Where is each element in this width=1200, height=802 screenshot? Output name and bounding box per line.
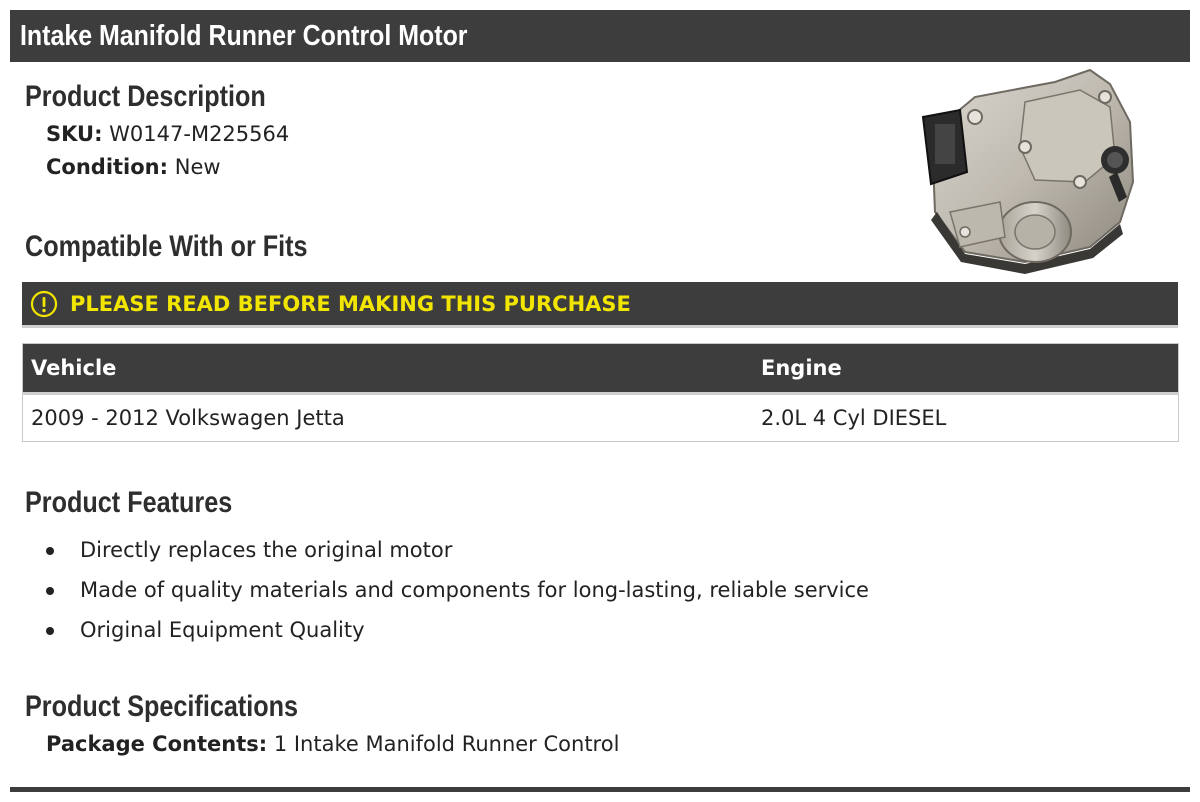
vehicle-cell: 2009 - 2012 Volkswagen Jetta <box>31 406 345 430</box>
condition-line <box>46 155 221 179</box>
specs-heading: Product Specifications <box>25 690 299 723</box>
table-row <box>23 394 1179 442</box>
list-item <box>46 530 869 570</box>
bullet-icon <box>46 547 54 555</box>
bullet-icon <box>46 587 54 595</box>
condition-label: Condition: <box>46 155 169 179</box>
feature-text: Original Equipment Quality <box>80 618 365 642</box>
package-line <box>46 732 619 756</box>
title-bar <box>10 10 1190 62</box>
fitment-table <box>22 343 1179 442</box>
features-heading: Product Features <box>25 486 233 519</box>
package-value: 1 Intake Manifold Runner Control <box>273 732 620 756</box>
table-header-row <box>23 344 1179 394</box>
purchase-notice <box>22 282 1178 328</box>
notice-text: PLEASE READ BEFORE MAKING THIS PURCHASE <box>70 291 631 316</box>
package-label: Package Contents: <box>46 732 268 756</box>
list-item <box>46 610 869 650</box>
engine-cell: 2.0L 4 Cyl DIESEL <box>761 406 947 430</box>
feature-text: Made of quality materials and components for long-lasting, reliable service <box>80 578 869 602</box>
sku-value: W0147-M225564 <box>109 122 290 146</box>
sku-line <box>46 122 289 146</box>
description-heading: Product Description <box>25 80 266 113</box>
condition-value: New <box>174 155 221 179</box>
column-header-vehicle: Vehicle <box>23 344 754 394</box>
product-image <box>905 62 1150 277</box>
bottom-divider <box>10 787 1190 792</box>
sku-label: SKU: <box>46 122 103 146</box>
features-list <box>46 530 869 650</box>
page-title: Intake Manifold Runner Control Motor <box>20 19 468 52</box>
feature-text: Directly replaces the original motor <box>80 538 453 562</box>
list-item <box>46 570 869 610</box>
column-header-engine: Engine <box>753 344 1179 394</box>
exclamation-circle-icon <box>30 290 58 318</box>
compat-heading: Compatible With or Fits <box>25 230 308 263</box>
bullet-icon <box>46 627 54 635</box>
